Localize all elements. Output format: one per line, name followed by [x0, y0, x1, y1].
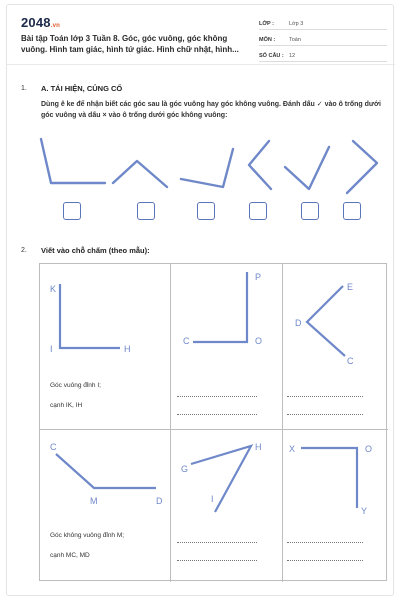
logo-suffix-text: .vn: [50, 23, 61, 29]
angle-figures: [37, 133, 387, 203]
answer-blank-2[interactable]: [177, 560, 257, 561]
grid-cell-5: [171, 430, 283, 582]
angle-figure-5: [285, 147, 329, 189]
answer-blank-2[interactable]: [287, 560, 363, 561]
vertex-label: M: [90, 496, 98, 506]
meta-value-grade: Lớp 3: [289, 21, 304, 27]
site-logo[interactable]: [21, 15, 60, 30]
answer-checkbox-6[interactable]: [343, 202, 361, 220]
grid-cell-3: [283, 264, 388, 430]
vertex-label: C: [183, 336, 190, 346]
grid-cell-4: [40, 430, 171, 582]
answer-blank-1[interactable]: [177, 542, 257, 543]
vertex-label: P: [255, 272, 262, 282]
meta-value-subject: Toán: [289, 37, 301, 43]
right-angle-pco: [171, 264, 283, 430]
vertex-label: D: [156, 496, 163, 506]
angle-figure-1: [41, 139, 105, 183]
vertex-label: O: [255, 336, 263, 346]
answer-checkbox-3[interactable]: [197, 202, 215, 220]
meta-key-subject: MÔN :: [259, 37, 276, 43]
question-1-instruction: Dùng ê ke để nhận biết các góc sau là góc vuông hay góc không vuông. Đánh dấu ✓ vào ô trống dưới góc vuông và dấu × vào ô trống dưới góc không vuông:: [41, 101, 381, 119]
meta-key-question-count: SỐ CÂU :: [259, 53, 284, 59]
grid-cell-2: [171, 264, 283, 430]
angle-figure-3: [181, 149, 233, 187]
meta-key-grade: LỚP :: [259, 21, 274, 27]
vertex-label: O: [365, 444, 373, 454]
vertex-label: Y: [361, 506, 368, 516]
answer-checkbox-2[interactable]: [137, 202, 155, 220]
angle-figure-6: [347, 141, 377, 193]
vertex-label: X: [289, 444, 296, 454]
vertex-label: H: [255, 442, 262, 452]
angle-figure-4: [249, 141, 271, 189]
logo-main-text: 2048: [21, 15, 51, 30]
question-1-heading: A. TÁI HIỆN, CỦNG CỐ: [41, 84, 123, 93]
question-2-instruction: Viết vào chỗ chấm (theo mẫu):: [41, 246, 150, 255]
sample-answer-line-1: Góc không vuông đỉnh M;: [50, 532, 125, 539]
worksheet-page: [6, 4, 394, 596]
vertex-label: C: [50, 442, 57, 452]
vertex-label: D: [295, 318, 302, 328]
sample-answer-line-2: cạnh MC, MD: [50, 552, 90, 559]
answer-blank-1[interactable]: [177, 396, 257, 397]
grid-cell-1: [40, 264, 171, 430]
vertex-label: E: [347, 282, 354, 292]
vertex-label: I: [50, 344, 53, 354]
worksheet-header: [7, 5, 395, 65]
vertex-label: C: [347, 356, 354, 366]
answer-blank-1[interactable]: [287, 542, 363, 543]
answer-checkbox-1[interactable]: [63, 202, 81, 220]
vertex-label: I: [211, 494, 214, 504]
vertex-label: K: [50, 284, 57, 294]
angle-edc: [283, 264, 388, 430]
vertex-label: H: [124, 344, 131, 354]
question-2-number: 2.: [21, 247, 27, 254]
answer-blank-1[interactable]: [287, 396, 363, 397]
meta-value-question-count: 12: [289, 53, 296, 59]
sample-answer-line-1: Góc vuông đỉnh I;: [50, 382, 101, 389]
sample-answer-line-2: cạnh IK, IH: [50, 402, 83, 409]
angle-figure-2: [113, 161, 167, 187]
angle-cmd: [40, 430, 171, 582]
answer-blank-2[interactable]: [177, 414, 257, 415]
answer-blank-2[interactable]: [287, 414, 363, 415]
meta-row-grade: [259, 15, 387, 30]
worksheet-title: Bài tập Toán lớp 3 Tuần 8. Góc, góc vuông, góc không vuông. Hình tam giác, hình tứ giác. Hình chữ nhật, hình...: [21, 34, 239, 54]
answer-checkbox-4[interactable]: [249, 202, 267, 220]
answer-checkbox-5[interactable]: [301, 202, 319, 220]
answer-grid: [39, 263, 387, 581]
worksheet-meta: [259, 15, 387, 63]
question-1-number: 1.: [21, 85, 27, 92]
grid-cell-6: [283, 430, 388, 582]
meta-row-question-count: [259, 47, 387, 62]
meta-row-subject: [259, 31, 387, 46]
vertex-label: G: [181, 464, 189, 474]
